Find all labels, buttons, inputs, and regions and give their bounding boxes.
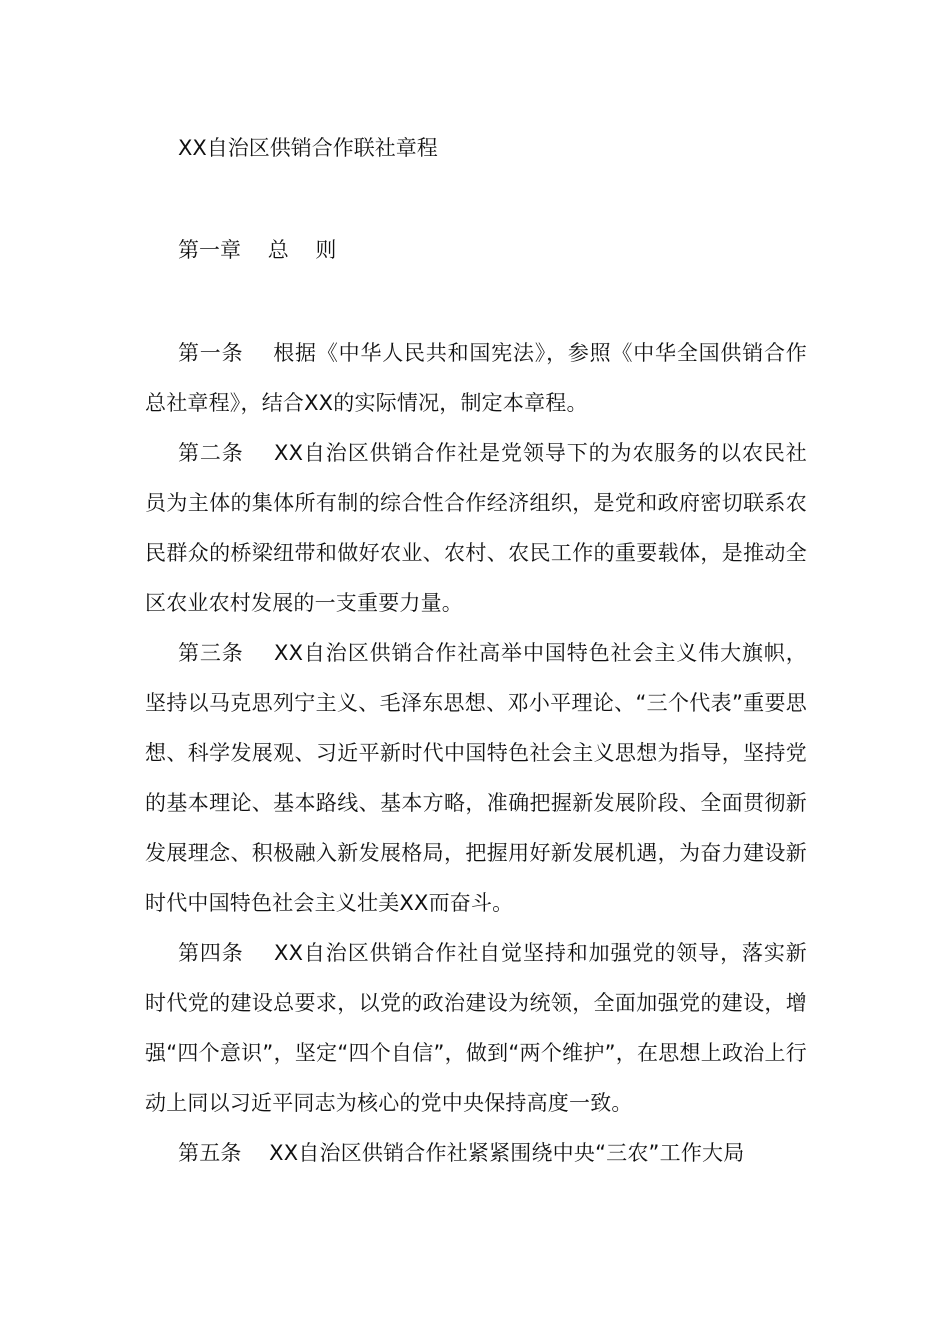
article-text: 根据《中华人民共和国宪法》，参照《中华全国供销合作总社章程》，结合XX的实际情况，制定本章程。 [145,341,808,415]
article-text: XX自治区供销合作社紧紧围绕中央“三农”工作大局 [269,1141,745,1165]
article-number: 第二条 [178,441,275,465]
article-3 [145,628,807,928]
article-5 [145,1128,807,1178]
document-body [145,328,807,1178]
article-number: 第一条 [178,341,274,365]
article-2 [145,428,807,628]
document-title: XX自治区供销合作联社章程 [178,136,438,160]
article-4 [145,928,807,1128]
article-text: XX自治区供销合作社是党领导下的为农服务的以农民社员为主体的集体所有制的综合性合作经济组织，是党和政府密切联系农民群众的桥梁纽带和做好农业、农村、农民工作的重要载体，是推动全区农业农村发展的一支重要力量。 [145,441,807,615]
article-text: XX自治区供销合作社自觉坚持和加强党的领导，落实新时代党的建设总要求，以党的政治建设为统领，全面加强党的建设，增强“四个意识”，坚定“四个自信”，做到“两个维护”，在思想上政治上行动上同以习近平同志为核心的党中央保持高度一致。 [145,941,807,1115]
article-number: 第三条 [178,641,275,665]
article-1 [145,328,807,428]
article-number: 第五条 [178,1141,270,1165]
chapter-heading: 第一章 总 则 [178,238,337,262]
article-text: XX自治区供销合作社高举中国特色社会主义伟大旗帜，坚持以马克思列宁主义、毛泽东思想、邓小平理论、“三个代表”重要思想、科学发展观、习近平新时代中国特色社会主义思想为指导，坚持党的基本理论、基本路线、基本方略，准确把握新发展阶段、全面贯彻新发展理念、积极融入新发展格局，把握用好新发展机遇，为奋力建设新时代中国特色社会主义壮美XX而奋斗。 [145,641,807,915]
article-number: 第四条 [178,941,275,965]
